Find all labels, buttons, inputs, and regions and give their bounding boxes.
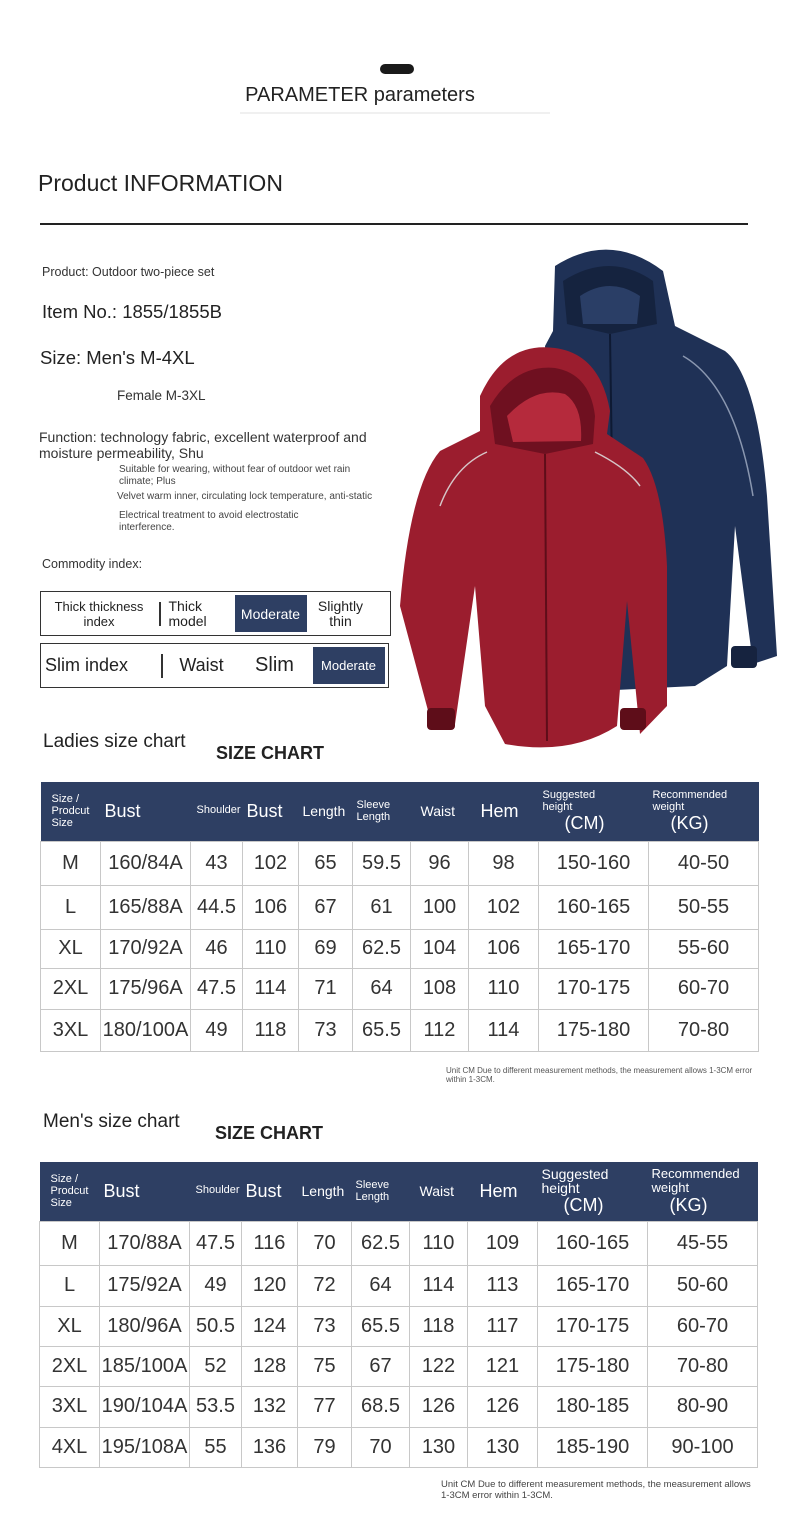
col-length: Length (298, 1162, 352, 1221)
slim-index-label: Slim index (45, 655, 129, 675)
col-bust-label: Bust (104, 800, 141, 821)
table-cell: 47.5 (191, 968, 243, 1009)
table-cell: 43 (191, 841, 243, 885)
table-cell: 67 (299, 885, 353, 929)
table-cell: 114 (410, 1265, 468, 1306)
table-cell: 98 (469, 841, 539, 885)
table-cell: 126 (410, 1386, 468, 1427)
table-row (41, 885, 759, 929)
table-cell: 165-170 (539, 929, 649, 968)
table-cell: 165-170 (538, 1265, 648, 1306)
table-cell: 60-70 (648, 1306, 758, 1346)
jacket-product-image (395, 236, 785, 756)
table-cell: 70 (352, 1427, 410, 1467)
col-bust-shoulder (100, 1162, 242, 1221)
table-row (40, 1221, 758, 1265)
table-cell: 180/96A (100, 1306, 190, 1346)
table-cell: 67 (352, 1346, 410, 1386)
table-cell: 49 (191, 1009, 243, 1051)
table-cell: 69 (299, 929, 353, 968)
table-cell: 170-175 (538, 1306, 648, 1346)
table-cell: 52 (190, 1346, 242, 1386)
size-female: Female M-3XL (117, 388, 206, 403)
table-cell: 175-180 (539, 1009, 649, 1051)
table-cell: M (41, 841, 101, 885)
table-row (40, 1427, 758, 1467)
function-text: Function: technology fabric, excellent waterproof and moisture permeability, Shu (39, 429, 367, 461)
table-cell: 175/96A (101, 968, 191, 1009)
item-number: Item No.: 1855/1855B (42, 301, 222, 322)
col-sleeve-length: Sleeve Length (353, 782, 411, 841)
table-cell: 73 (298, 1306, 352, 1346)
thickness-option-thick: Thick model (168, 597, 207, 629)
table-cell: L (41, 885, 101, 929)
mens-chart-title: Men's size chart (43, 1111, 180, 1132)
table-cell: 170/88A (100, 1221, 190, 1265)
table-row (40, 1346, 758, 1386)
thickness-option-slightly-thin: Slightly thin (317, 597, 364, 629)
table-cell: 77 (298, 1386, 352, 1427)
ladies-chart-title: Ladies size chart (43, 731, 186, 752)
table-cell: 44.5 (191, 885, 243, 929)
table-cell: 110 (410, 1221, 468, 1265)
divider (240, 112, 550, 114)
table-cell: 118 (243, 1009, 299, 1051)
col-weight-label: Recommended weight (652, 788, 728, 813)
table-cell: 132 (242, 1386, 298, 1427)
table-cell: 128 (242, 1346, 298, 1386)
mens-chart-subtitle: SIZE CHART (215, 1123, 323, 1143)
col-suggested-height (538, 1162, 648, 1221)
table-cell: 185/100A (100, 1346, 190, 1386)
table-cell: 71 (299, 968, 353, 1009)
separator (159, 602, 161, 626)
table-cell: 160-165 (538, 1221, 648, 1265)
table-cell: 80-90 (648, 1386, 758, 1427)
col-height-label: Suggested height (542, 788, 596, 813)
table-cell: 2XL (40, 1346, 100, 1386)
table-row (40, 1265, 758, 1306)
table-cell: 96 (411, 841, 469, 885)
col-recommended-weight (648, 1162, 758, 1221)
col-suggested-height (539, 782, 649, 841)
thickness-index-label: Thick thickness index (54, 598, 144, 629)
table-cell: 46 (191, 929, 243, 968)
mens-table-body (40, 1221, 758, 1467)
table-cell: XL (41, 929, 101, 968)
table-cell: 55-60 (649, 929, 759, 968)
table-cell: 110 (243, 929, 299, 968)
col-recommended-weight (649, 782, 759, 841)
slim-index-box (40, 643, 389, 688)
table-cell: 117 (468, 1306, 538, 1346)
col-bust: Bust (242, 1162, 298, 1221)
table-cell: 150-160 (539, 841, 649, 885)
feature-2: Velvet warm inner, circulating lock temperature, anti-static (117, 491, 373, 502)
table-cell: 79 (298, 1427, 352, 1467)
table-cell: 122 (410, 1346, 468, 1386)
table-cell: 64 (353, 968, 411, 1009)
col-shoulder-label: Shoulder (195, 1184, 240, 1196)
table-cell: 175/92A (100, 1265, 190, 1306)
col-waist: Waist (411, 782, 469, 841)
table-cell: 113 (468, 1265, 538, 1306)
table-row (41, 841, 759, 885)
table-row (41, 1009, 759, 1051)
table-cell: 130 (468, 1427, 538, 1467)
table-cell: 59.5 (353, 841, 411, 885)
table-cell: 49 (190, 1265, 242, 1306)
table-cell: 170/92A (101, 929, 191, 968)
table-header-row (40, 1162, 758, 1221)
table-cell: 180-185 (538, 1386, 648, 1427)
table-cell: 195/108A (100, 1427, 190, 1467)
table-cell: 108 (411, 968, 469, 1009)
thickness-index-box (40, 591, 391, 636)
table-cell: 70-80 (649, 1009, 759, 1051)
table-cell: M (40, 1221, 100, 1265)
table-cell: 64 (352, 1265, 410, 1306)
table-cell: 136 (242, 1427, 298, 1467)
slim-option-moderate-selected: Moderate (313, 647, 385, 684)
header-pill-decoration (380, 64, 414, 74)
table-cell: 50.5 (190, 1306, 242, 1346)
table-cell: 160/84A (101, 841, 191, 885)
table-cell: 2XL (41, 968, 101, 1009)
col-hem: Hem (469, 782, 539, 841)
col-waist: Waist (410, 1162, 468, 1221)
table-cell: 50-55 (649, 885, 759, 929)
table-cell: 65.5 (353, 1009, 411, 1051)
table-row (41, 968, 759, 1009)
slim-option-slim: Slim (255, 654, 294, 676)
table-cell: 102 (243, 841, 299, 885)
table-cell: XL (40, 1306, 100, 1346)
table-row (40, 1386, 758, 1427)
table-cell: 100 (411, 885, 469, 929)
table-cell: 110 (469, 968, 539, 1009)
feature-3: Electrical treatment to avoid electrostatic interference. (119, 510, 299, 533)
table-cell: 120 (242, 1265, 298, 1306)
col-weight-label: Recommended weight (651, 1165, 740, 1195)
table-cell: 104 (411, 929, 469, 968)
table-cell: 118 (410, 1306, 468, 1346)
col-size: Size / Prodcut Size (41, 782, 101, 841)
ladies-chart-note: Unit CM Due to different measurement methods, the measurement allows 1-3CM error within 1-3CM. (446, 1066, 753, 1084)
col-size: Size / Prodcut Size (40, 1162, 100, 1221)
table-cell: 102 (469, 885, 539, 929)
table-cell: 106 (243, 885, 299, 929)
table-cell: 4XL (40, 1427, 100, 1467)
table-row (41, 929, 759, 968)
col-sleeve-length: Sleeve Length (352, 1162, 410, 1221)
table-cell: 90-100 (648, 1427, 758, 1467)
col-bust-label: Bust (103, 1180, 140, 1201)
feature-1: Suitable for wearing, without fear of outdoor wet rain climate; Plus (119, 464, 351, 487)
table-cell: 61 (353, 885, 411, 929)
mens-chart-note: Unit CM Due to different measurement methods, the measurement allows 1-3CM error within 1-3CM. (441, 1479, 751, 1501)
table-header-row (41, 782, 759, 841)
col-hem: Hem (468, 1162, 538, 1221)
table-cell: 55 (190, 1427, 242, 1467)
table-cell: 124 (242, 1306, 298, 1346)
col-height-unit: (CM) (563, 1194, 604, 1215)
col-height-label: Suggested height (541, 1165, 609, 1196)
table-cell: 114 (243, 968, 299, 1009)
table-cell: 70 (298, 1221, 352, 1265)
table-cell: 68.5 (352, 1386, 410, 1427)
table-cell: 185-190 (538, 1427, 648, 1467)
col-height-unit: (CM) (564, 812, 605, 833)
table-cell: 53.5 (190, 1386, 242, 1427)
table-cell: 114 (469, 1009, 539, 1051)
table-cell: 116 (242, 1221, 298, 1265)
table-cell: L (40, 1265, 100, 1306)
table-cell: 62.5 (352, 1221, 410, 1265)
table-cell: 109 (468, 1221, 538, 1265)
col-shoulder-label: Shoulder (196, 804, 241, 816)
table-cell: 50-60 (648, 1265, 758, 1306)
ladies-size-table (40, 782, 759, 1052)
table-cell: 62.5 (353, 929, 411, 968)
table-cell: 73 (299, 1009, 353, 1051)
col-length: Length (299, 782, 353, 841)
table-cell: 180/100A (101, 1009, 191, 1051)
col-weight-unit: (KG) (670, 812, 709, 833)
divider (40, 223, 748, 225)
table-cell: 130 (410, 1427, 468, 1467)
table-cell: 3XL (40, 1386, 100, 1427)
table-cell: 112 (411, 1009, 469, 1051)
table-cell: 75 (298, 1346, 352, 1386)
product-info-title: Product INFORMATION (38, 170, 283, 196)
mens-size-table (39, 1162, 758, 1468)
col-bust: Bust (243, 782, 299, 841)
table-row (40, 1306, 758, 1346)
commodity-index-label: Commodity index: (42, 557, 143, 571)
table-cell: 175-180 (538, 1346, 648, 1386)
table-cell: 60-70 (649, 968, 759, 1009)
table-cell: 126 (468, 1386, 538, 1427)
col-weight-unit: (KG) (669, 1194, 708, 1215)
col-bust-shoulder (101, 782, 243, 841)
table-cell: 3XL (41, 1009, 101, 1051)
table-cell: 160-165 (539, 885, 649, 929)
table-cell: 106 (469, 929, 539, 968)
table-cell: 65 (299, 841, 353, 885)
parameter-title: PARAMETER parameters (245, 84, 475, 106)
table-cell: 165/88A (101, 885, 191, 929)
slim-option-waist: Waist (179, 655, 224, 675)
thickness-option-moderate-selected: Moderate (235, 595, 307, 632)
table-cell: 72 (298, 1265, 352, 1306)
table-cell: 65.5 (352, 1306, 410, 1346)
table-cell: 40-50 (649, 841, 759, 885)
product-line: Product: Outdoor two-piece set (42, 265, 215, 279)
table-cell: 45-55 (648, 1221, 758, 1265)
ladies-chart-subtitle: SIZE CHART (216, 743, 324, 763)
table-cell: 121 (468, 1346, 538, 1386)
size-men: Size: Men's M-4XL (40, 347, 195, 368)
table-cell: 70-80 (648, 1346, 758, 1386)
ladies-table-body (41, 841, 759, 1051)
table-cell: 170-175 (539, 968, 649, 1009)
table-cell: 190/104A (100, 1386, 190, 1427)
separator (161, 654, 163, 678)
table-cell: 47.5 (190, 1221, 242, 1265)
